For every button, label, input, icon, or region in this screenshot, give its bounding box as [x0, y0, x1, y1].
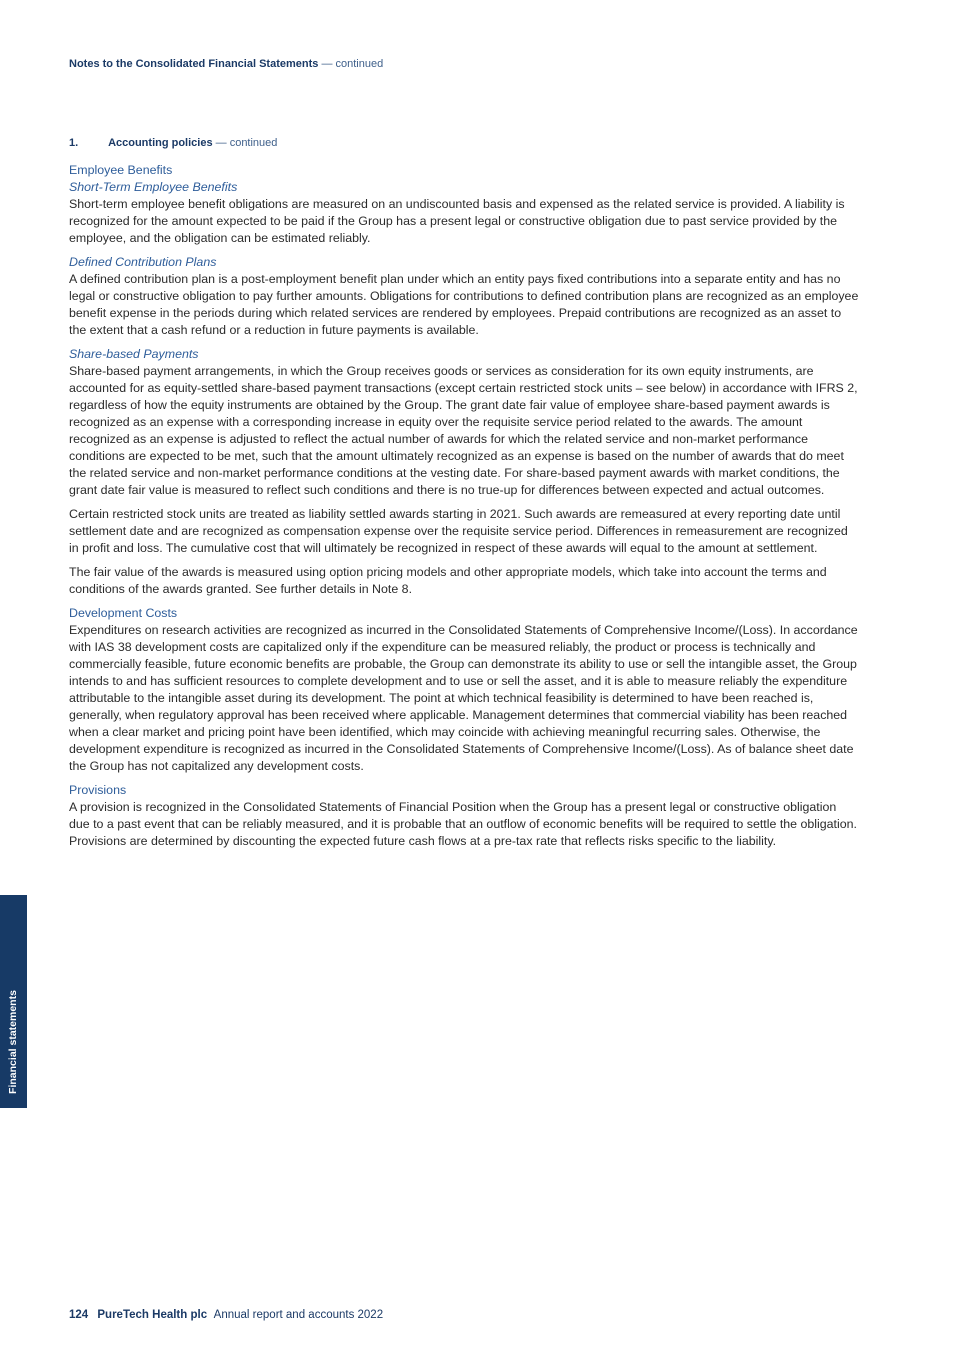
side-tab-label: Financial statements — [7, 990, 19, 1094]
running-header-title: Notes to the Consolidated Financial Statements — [69, 58, 319, 70]
paragraph-share-based-2: Certain restricted stock units are treated as liability settled awards starting in 2021. Such awards are remeasured at every reporting date until settlement date and are recognized as compensation expense over the requisite service period. Differences in remeasurement are recognized in profit and loss. The cumulative cost that will ultimately be recognized in respect of these awards will equal to the amount at settlement. — [69, 507, 848, 555]
section-heading — [69, 136, 277, 150]
paragraph-share-based-3: The fair value of the awards is measured using option pricing models and other appropriate models, which take into account the terms and conditions of the awards granted. See further details in Note 8. — [69, 565, 827, 596]
paragraph-development-costs: Expenditures on research activities are recognized as incurred in the Consolidated Statements of Comprehensive Income/(Loss). In accordance with IAS 38 development costs are capitalized only if the expenditure can be measured reliably, the product or process is technically and commercially feasible, future economic benefits are probable, the Group can demonstrate its ability to use or sell the intangible asset, the Group intends to and has sufficient resources to complete development and to use or sell the asset, and it is able to measure reliably the expenditure attributable to the intangible asset during its development. The point at which technical feasibility is determined to have been reached is, generally, when regulatory approval has been received where applicable. Management determines that commercial viability has been reached when a clear market and pricing point have been identified, which may coincide with achieving meaningful recurring sales. Otherwise, the development expenditure is recognized as incurred in the Consolidated Statements of Comprehensive Income/(Loss). As of balance sheet date the Group has not capitalized any development costs. — [69, 623, 858, 773]
page-footer — [69, 1308, 383, 1322]
section-continued: — continued — [215, 137, 278, 149]
heading-defined-contribution-plans: Defined Contribution Plans — [69, 255, 217, 269]
heading-development-costs: Development Costs — [69, 606, 178, 620]
running-header — [69, 57, 383, 71]
running-header-continued: — continued — [321, 58, 384, 70]
section-title: Accounting policies — [108, 137, 213, 149]
heading-employee-benefits: Employee Benefits — [69, 163, 173, 177]
footer-report-title: Annual report and accounts 2022 — [213, 1309, 384, 1321]
heading-share-based-payments: Share-based Payments — [69, 347, 199, 361]
paragraph-defined-contribution: A defined contribution plan is a post-employment benefit plan under which an entity pays fixed contributions into a separate entity and has no legal or constructive obligation to pay further amounts. Obligations for contributions to defined contribution plans are recognized as an employee benefit expense in the periods during which related services are rendered by employees. Prepaid contributions are recognized as an asset to the extent that a cash refund or a reduction in future payments is available. — [69, 272, 859, 337]
footer-company: PureTech Health plc — [97, 1309, 208, 1321]
paragraph-provisions: A provision is recognized in the Consolidated Statements of Financial Position when the Group has a present legal or constructive obligation due to a past event that can be reliably measured, and it is probable that an outflow of economic benefits will be required to settle the obligation. Provisions are determined by discounting the expected future cash flows at a pre-tax rate that reflects risks specific to the liability. — [69, 800, 857, 848]
page-number: 124 — [69, 1309, 89, 1321]
section-number: 1. — [69, 137, 79, 149]
heading-provisions: Provisions — [69, 783, 127, 797]
paragraph-share-based-1: Share-based payment arrangements, in which the Group receives goods or services as consideration for its own equity instruments, are accounted for as equity-settled share-based payment transactions (except certain restricted stock units – see below) in accordance with IFRS 2, regardless of how the equity instruments are obtained by the Group. The grant date fair value of employee share-based payment awards is recognized as an expense with a corresponding increase in equity over the requisite service period related to the awards. The amount recognized as an expense is adjusted to reflect the actual number of awards for which the related service and non-market performance conditions are expected to be met, such that the amount ultimately recognized as an expense is based on the number of awards that do meet the related service and non-market performance conditions at the vesting date. For share-based payment awards with market conditions, the grant date fair value is measured to reflect such conditions and there is no true-up for differences between expected and actual outcomes. — [69, 364, 858, 497]
paragraph-short-term-benefits: Short-term employee benefit obligations are measured on an undiscounted basis and expensed as the related service is provided. A liability is recognized for the amount expected to be paid if the Group has a present legal or constructive obligation due to past service provided by the employee, and the obligation can be estimated reliably. — [69, 197, 845, 245]
body-content — [69, 162, 859, 850]
heading-short-term-employee-benefits: Short-Term Employee Benefits — [69, 180, 238, 194]
